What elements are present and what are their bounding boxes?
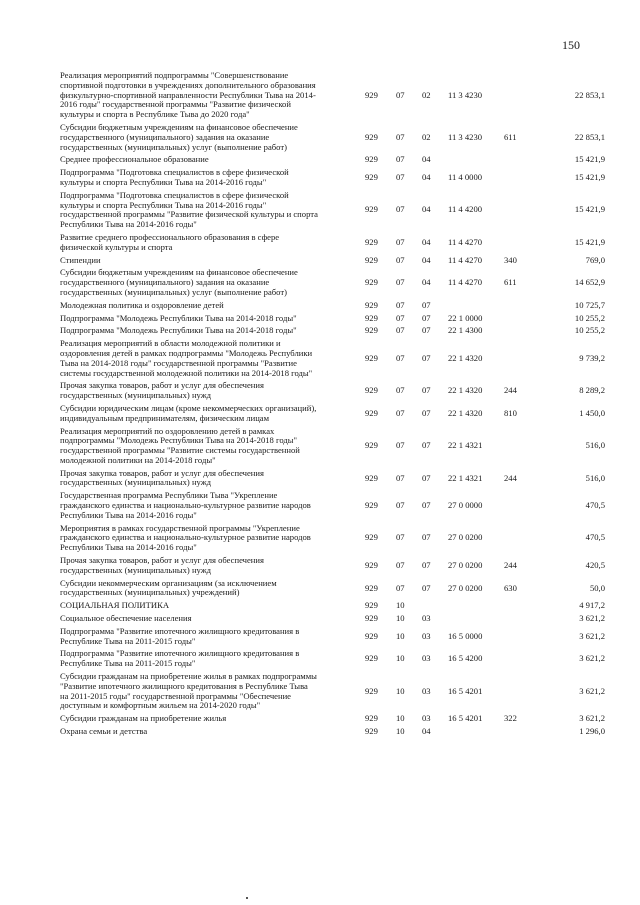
table-row bbox=[60, 627, 605, 647]
row-subsection-code: 07 bbox=[422, 559, 431, 570]
row-subsection-code: 07 bbox=[422, 326, 431, 336]
row-section-code: 07 bbox=[396, 440, 405, 451]
row-ved-code: 929 bbox=[365, 407, 378, 418]
row-target-article-code: 27 0 0200 bbox=[448, 559, 483, 570]
row-expense-type-code: 630 bbox=[504, 582, 517, 593]
row-target-article-code: 27 0 0000 bbox=[448, 500, 483, 511]
row-target-article-code: 22 1 4320 bbox=[448, 385, 483, 396]
row-subsection-code: 07 bbox=[422, 313, 431, 323]
row-amount: 3 621,2 bbox=[579, 614, 605, 624]
table-row bbox=[60, 672, 605, 711]
row-section-code: 07 bbox=[396, 407, 405, 418]
row-expense-type-code bbox=[504, 649, 542, 669]
row-name: Стипендии bbox=[60, 255, 101, 265]
row-subsection-code: 04 bbox=[422, 172, 431, 183]
row-ved-code: 929 bbox=[365, 385, 378, 396]
row-subsection-code: 07 bbox=[422, 472, 431, 483]
row-expense-type-code bbox=[504, 524, 542, 553]
row-subsection-code: 04 bbox=[422, 155, 431, 165]
row-name: Подпрограмма "Подготовка специалистов в сфере физической культуры и спорта Республики Тыва на 2014-2016 годы" государственной программы "Развитие физической культуры и спорта Республики Тыва на 2014-2016 годы" bbox=[60, 190, 318, 230]
row-amount: 420,5 bbox=[585, 559, 605, 570]
row-subsection-code: 03 bbox=[422, 653, 431, 664]
row-name: Подпрограмма "Молодежь Республики Тыва на 2014-2018 годы" bbox=[60, 326, 297, 336]
row-amount: 470,5 bbox=[585, 532, 605, 543]
row-ved-code: 929 bbox=[365, 653, 378, 664]
row-subsection-code: 04 bbox=[422, 255, 431, 265]
row-expense-type-code bbox=[504, 601, 542, 611]
row-expense-type-code bbox=[504, 191, 542, 230]
row-section-code: 10 bbox=[396, 653, 405, 664]
row-ved-code: 929 bbox=[365, 255, 378, 265]
row-name: Государственная программа Республики Тыва "Укрепление гражданского единства и национально-культурное развитие народов Республики Тыва на 2014-2016 годы" bbox=[60, 491, 311, 520]
row-target-article-code: 11 3 4230 bbox=[448, 131, 483, 142]
row-expense-type-code bbox=[504, 627, 542, 647]
row-amount: 22 853,1 bbox=[574, 89, 605, 100]
row-amount: 8 289,2 bbox=[579, 385, 605, 396]
row-amount: 3 621,2 bbox=[579, 630, 605, 641]
row-target-article-code: 27 0 0200 bbox=[448, 532, 483, 543]
row-section-code: 07 bbox=[396, 472, 405, 483]
row-target-article-code: 11 4 4200 bbox=[448, 204, 483, 215]
table-row bbox=[60, 314, 605, 324]
row-name: Прочая закупка товаров, работ и услуг для обеспечения государственных (муниципальных) нужд bbox=[60, 468, 264, 488]
row-subsection-code: 03 bbox=[422, 614, 431, 624]
row-amount: 4 917,2 bbox=[579, 601, 605, 611]
row-target-article-code: 16 5 0000 bbox=[448, 630, 483, 641]
row-name: Реализация мероприятий в области молодежной политики и оздоровления детей в рамках подпрограммы "Молодежь Республики Тыва на 2014-2018 годы" государственной программы "Развитие системы государственной молодежной политики на 2014-2018 годы" bbox=[60, 339, 313, 378]
row-name: Мероприятия в рамках государственной программы "Укрепление гражданского единства и национально-культурное развитие народов Республики Тыва на 2014-2016 годы" bbox=[60, 523, 311, 553]
row-subsection-code: 07 bbox=[422, 500, 431, 511]
row-subsection-code: 04 bbox=[422, 236, 431, 247]
row-amount: 15 421,9 bbox=[574, 236, 605, 247]
row-name: Среднее профессиональное образование bbox=[60, 155, 209, 165]
row-expense-type-code bbox=[504, 427, 542, 466]
row-name: Прочая закупка товаров, работ и услуг для обеспечения государственных (муниципальных) нужд bbox=[60, 556, 264, 575]
table-row bbox=[60, 404, 605, 424]
row-expense-type-code bbox=[504, 155, 542, 165]
row-subsection-code: 07 bbox=[422, 532, 431, 543]
row-expense-type-code bbox=[504, 314, 542, 324]
row-section-code: 07 bbox=[396, 532, 405, 543]
row-name: Подпрограмма "Молодежь Республики Тыва на 2014-2018 годы" bbox=[60, 313, 297, 323]
row-name: Подпрограмма "Развитие ипотечного жилищного кредитования в Республике Тыва на 2011-2015 годы" bbox=[60, 626, 300, 646]
row-section-code: 07 bbox=[396, 131, 405, 142]
row-section-code: 07 bbox=[396, 385, 405, 396]
row-subsection-code: 07 bbox=[422, 352, 431, 363]
row-subsection-code: 03 bbox=[422, 714, 431, 724]
row-ved-code: 929 bbox=[365, 155, 378, 165]
row-target-article-code: 16 5 4201 bbox=[448, 714, 483, 724]
row-section-code: 07 bbox=[396, 352, 405, 363]
row-section-code: 10 bbox=[396, 630, 405, 641]
row-subsection-code bbox=[422, 601, 448, 611]
row-section-code: 07 bbox=[396, 172, 405, 183]
row-amount: 769,0 bbox=[585, 255, 605, 265]
table-row bbox=[60, 301, 605, 311]
row-ved-code: 929 bbox=[365, 582, 378, 593]
row-section-code: 10 bbox=[396, 714, 405, 724]
table-row bbox=[60, 233, 605, 253]
row-amount: 10 725,7 bbox=[574, 300, 605, 310]
row-name: Реализация мероприятий по оздоровлению детей в рамках подпрограммы "Молодежь Республики Тыва на 2014-2018 годы" государственной программы "Развитие системы государственной молодежной политики на 2014-2018 годы" bbox=[60, 426, 300, 465]
row-ved-code: 929 bbox=[365, 277, 378, 288]
row-target-article-code: 22 1 4320 bbox=[448, 352, 483, 363]
row-expense-type-code bbox=[504, 727, 542, 737]
row-expense-type-code: 322 bbox=[504, 714, 517, 724]
table-row bbox=[60, 168, 605, 188]
row-section-code: 07 bbox=[396, 255, 405, 265]
row-section-code: 10 bbox=[396, 685, 405, 696]
row-spacer-cell bbox=[60, 737, 605, 740]
table-row bbox=[60, 556, 605, 576]
row-amount: 3 621,2 bbox=[579, 653, 605, 664]
table-row bbox=[60, 579, 605, 599]
row-ved-code: 929 bbox=[365, 204, 378, 215]
row-name: Охрана семьи и детства bbox=[60, 727, 148, 737]
row-expense-type-code: 611 bbox=[504, 277, 517, 288]
row-subsection-code: 07 bbox=[422, 407, 431, 418]
row-target-article-code bbox=[448, 614, 504, 624]
row-section-code: 10 bbox=[396, 601, 405, 611]
row-amount: 516,0 bbox=[585, 440, 605, 451]
row-target-article-code: 11 4 4270 bbox=[448, 277, 483, 288]
row-section-code: 07 bbox=[396, 89, 405, 100]
row-name: Субсидии бюджетным учреждениям на финансовое обеспечение государственного (муниципального) задания на оказание государственных (муниципальных) услуг (выполнение работ) bbox=[60, 122, 298, 152]
table-row bbox=[60, 191, 605, 230]
row-ved-code: 929 bbox=[365, 472, 378, 483]
row-subsection-code: 04 bbox=[422, 277, 431, 288]
table-row bbox=[60, 155, 605, 165]
row-amount: 516,0 bbox=[585, 472, 605, 483]
row-ved-code: 929 bbox=[365, 614, 378, 624]
row-expense-type-code bbox=[504, 233, 542, 253]
row-target-article-code: 27 0 0200 bbox=[448, 582, 483, 593]
row-section-code: 07 bbox=[396, 326, 405, 336]
row-amount: 22 853,1 bbox=[574, 131, 605, 142]
row-expense-type-code: 244 bbox=[504, 472, 517, 483]
row-name: СОЦИАЛЬНАЯ ПОЛИТИКА bbox=[60, 601, 170, 611]
row-target-article-code: 22 1 4321 bbox=[448, 472, 483, 483]
row-subsection-code: 07 bbox=[422, 385, 431, 396]
row-expense-type-code: 611 bbox=[504, 131, 517, 142]
row-name: Подпрограмма "Развитие ипотечного жилищного кредитования в Республике Тыва на 2011-2015 годы" bbox=[60, 649, 300, 669]
row-target-article-code bbox=[448, 601, 504, 611]
row-ved-code: 929 bbox=[365, 172, 378, 183]
row-target-article-code bbox=[448, 155, 504, 165]
row-subsection-code: 04 bbox=[422, 204, 431, 215]
table-row bbox=[60, 614, 605, 624]
row-target-article-code: 22 1 4320 bbox=[448, 407, 483, 418]
row-name: Подпрограмма "Подготовка специалистов в сфере физической культуры и спорта Республики Тыва на 2014-2016 годы" bbox=[60, 168, 289, 187]
row-subsection-code: 02 bbox=[422, 89, 431, 100]
row-name: Субсидии гражданам на приобретение жилья bbox=[60, 714, 227, 724]
row-subsection-code: 03 bbox=[422, 685, 431, 696]
page-number: 150 bbox=[562, 38, 580, 52]
row-target-article-code: 11 3 4230 bbox=[448, 89, 483, 100]
row-name: Субсидии бюджетным учреждениям на финансовое обеспечение государственного (муниципального) задания на оказание государственных (муниципальных) услуг (выполнение работ) bbox=[60, 268, 298, 297]
row-amount: 3 621,2 bbox=[579, 685, 605, 696]
budget-table-body bbox=[60, 71, 605, 740]
table-row bbox=[60, 427, 605, 466]
row-section-code: 10 bbox=[396, 727, 405, 737]
row-ved-code: 929 bbox=[365, 685, 378, 696]
row-name: Молодежная политика и оздоровление детей bbox=[60, 300, 224, 310]
row-target-article-code: 11 4 4270 bbox=[448, 236, 483, 247]
row-expense-type-code bbox=[504, 326, 542, 336]
row-name: Развитие среднего профессионального образования в сфере физической культуры и спорта bbox=[60, 232, 280, 252]
row-amount: 15 421,9 bbox=[574, 204, 605, 215]
table-row bbox=[60, 491, 605, 520]
table-row bbox=[60, 326, 605, 336]
row-ved-code: 929 bbox=[365, 313, 378, 323]
row-amount: 9 739,2 bbox=[579, 352, 605, 363]
row-ved-code: 929 bbox=[365, 300, 378, 310]
row-subsection-code: 07 bbox=[422, 440, 431, 451]
row-target-article-code bbox=[448, 301, 504, 311]
row-target-article-code: 16 5 4200 bbox=[448, 653, 483, 664]
row-name: Субсидии юридическим лицам (кроме некоммерческих организаций), индивидуальным предпринимателям, физическим лицам bbox=[60, 403, 317, 423]
row-section-code: 07 bbox=[396, 313, 405, 323]
row-section-code: 07 bbox=[396, 300, 405, 310]
row-expense-type-code bbox=[504, 168, 542, 188]
table-row bbox=[60, 381, 605, 401]
row-target-article-code: 22 1 4300 bbox=[448, 326, 483, 336]
row-target-article-code: 11 4 0000 bbox=[448, 172, 483, 183]
row-expense-type-code: 244 bbox=[504, 559, 517, 570]
row-section-code: 07 bbox=[396, 155, 405, 165]
row-amount: 470,5 bbox=[585, 500, 605, 511]
row-ved-code: 929 bbox=[365, 440, 378, 451]
row-target-article-code: 22 1 0000 bbox=[448, 313, 483, 323]
row-amount: 14 652,9 bbox=[574, 277, 605, 288]
row-name: Субсидии некоммерческим организациям (за исключением государственных (муниципальных) учреждений) bbox=[60, 578, 277, 598]
row-section-code: 07 bbox=[396, 582, 405, 593]
table-row bbox=[60, 727, 605, 737]
row-section-code: 10 bbox=[396, 614, 405, 624]
table-row bbox=[60, 601, 605, 611]
row-subsection-code: 04 bbox=[422, 727, 431, 737]
scan-dot-mark bbox=[246, 897, 248, 899]
row-amount: 1 450,0 bbox=[579, 407, 605, 418]
table-row bbox=[60, 714, 605, 724]
row-expense-type-code bbox=[504, 339, 542, 378]
row-subsection-code: 07 bbox=[422, 582, 431, 593]
row-target-article-code bbox=[448, 727, 504, 737]
table-row bbox=[60, 71, 605, 120]
row-name: Реализация мероприятий подпрограммы "Совершенствование спортивной подготовки в учреждениях дополнительного образования физкультурно-спортивной направленности Республики Тыва на 2014- 2016 годы" государственной программы "Развитие физической культуры и спорта в Республике Тыва до 2020 года" bbox=[60, 71, 316, 120]
row-target-article-code: 16 5 4201 bbox=[448, 685, 483, 696]
budget-table bbox=[60, 71, 605, 740]
table-row bbox=[60, 469, 605, 489]
row-expense-type-code bbox=[504, 614, 542, 624]
row-amount: 50,0 bbox=[589, 582, 605, 593]
row-expense-type-code bbox=[504, 491, 542, 520]
row-ved-code: 929 bbox=[365, 131, 378, 142]
row-subsection-code: 03 bbox=[422, 630, 431, 641]
row-expense-type-code bbox=[504, 301, 542, 311]
row-expense-type-code: 244 bbox=[504, 385, 517, 396]
row-amount: 15 421,9 bbox=[574, 155, 605, 165]
row-ved-code: 929 bbox=[365, 727, 378, 737]
row-ved-code: 929 bbox=[365, 236, 378, 247]
row-name: Прочая закупка товаров, работ и услуг для обеспечения государственных (муниципальных) нужд bbox=[60, 381, 264, 401]
row-target-article-code: 11 4 4270 bbox=[448, 255, 483, 265]
row-spacer bbox=[60, 737, 605, 740]
row-amount: 10 255,2 bbox=[574, 313, 605, 323]
row-ved-code: 929 bbox=[365, 559, 378, 570]
row-section-code: 07 bbox=[396, 236, 405, 247]
row-name: Субсидии гражданам на приобретение жилья в рамках подпрограммы "Развитие ипотечного жилищного кредитования в Республике Тыва на 2011-2015 годы" государственной программы "Обеспечение доступным и комфортным жильем на 2014-2020 годы" bbox=[60, 672, 317, 711]
row-ved-code: 929 bbox=[365, 352, 378, 363]
table-row bbox=[60, 123, 605, 152]
row-ved-code: 929 bbox=[365, 532, 378, 543]
row-amount: 1 296,0 bbox=[579, 727, 605, 737]
row-amount: 10 255,2 bbox=[574, 326, 605, 336]
row-expense-type-code: 340 bbox=[504, 255, 517, 265]
row-section-code: 07 bbox=[396, 500, 405, 511]
table-row bbox=[60, 268, 605, 297]
row-expense-type-code bbox=[504, 71, 542, 120]
row-ved-code: 929 bbox=[365, 326, 378, 336]
row-amount: 15 421,9 bbox=[574, 172, 605, 183]
row-subsection-code: 07 bbox=[422, 300, 431, 310]
row-expense-type-code: 810 bbox=[504, 407, 517, 418]
row-expense-type-code bbox=[504, 672, 542, 711]
row-name: Социальное обеспечение населения bbox=[60, 614, 192, 624]
row-ved-code: 929 bbox=[365, 500, 378, 511]
row-section-code: 07 bbox=[396, 204, 405, 215]
table-row bbox=[60, 524, 605, 553]
row-target-article-code: 22 1 4321 bbox=[448, 440, 483, 451]
row-section-code: 07 bbox=[396, 559, 405, 570]
row-ved-code: 929 bbox=[365, 601, 378, 611]
table-row bbox=[60, 256, 605, 266]
table-row bbox=[60, 649, 605, 669]
row-ved-code: 929 bbox=[365, 630, 378, 641]
row-amount: 3 621,2 bbox=[579, 714, 605, 724]
row-ved-code: 929 bbox=[365, 89, 378, 100]
table-row bbox=[60, 339, 605, 378]
row-section-code: 07 bbox=[396, 277, 405, 288]
row-subsection-code: 02 bbox=[422, 131, 431, 142]
row-ved-code: 929 bbox=[365, 714, 378, 724]
